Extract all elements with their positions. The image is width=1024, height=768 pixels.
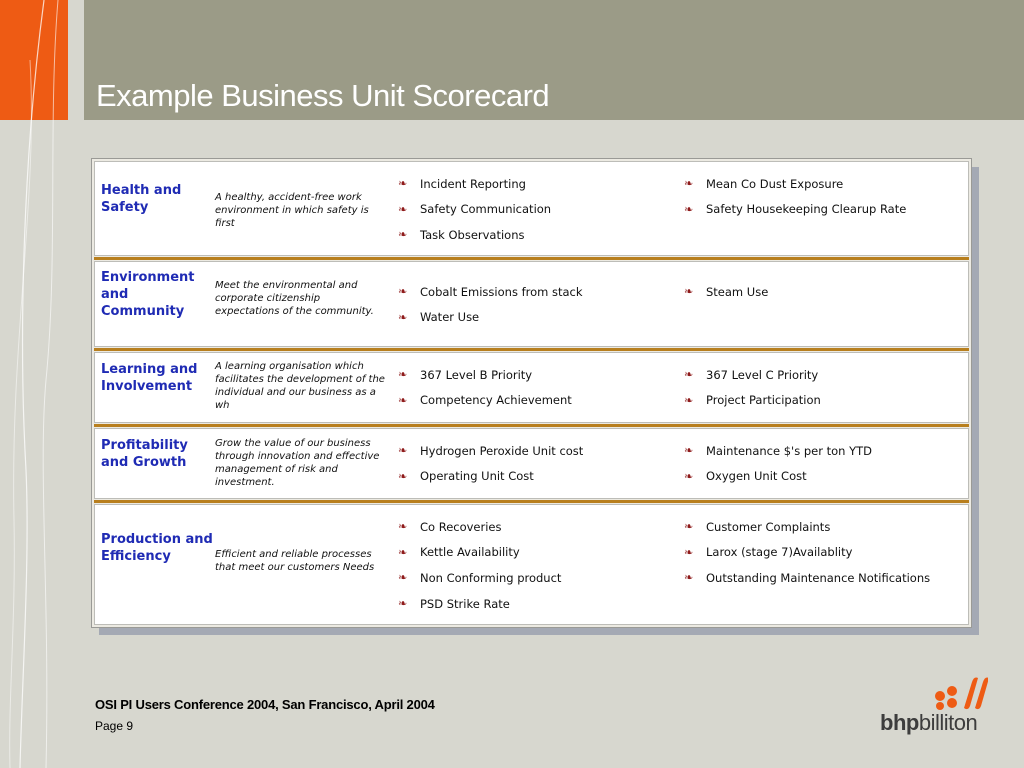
arrow-bullet-icon: ❧ (684, 393, 694, 407)
kpi-item: ❧ 367 Level C Priority (684, 367, 819, 382)
arrow-bullet-icon: ❧ (398, 177, 408, 191)
kpi-item: ❧ Larox (stage 7)Availablity (684, 545, 853, 560)
scorecard-table (91, 158, 972, 628)
row-description: Meet the environmental and corporate citizenship expectations of the community. (215, 280, 374, 317)
arrow-bullet-icon: ❧ (398, 545, 408, 559)
kpi-item: ❧ Safety Communication (398, 202, 552, 217)
kpi-column-right (684, 438, 872, 489)
kpi-column-right (684, 279, 768, 305)
kpi-item: ❧ Co Recoveries (398, 519, 502, 534)
row-separator (94, 348, 969, 351)
arrow-bullet-icon: ❧ (398, 228, 408, 242)
kpi-item: ❧ PSD Strike Rate (398, 596, 510, 611)
arrow-bullet-icon: ❧ (684, 177, 694, 191)
kpi-item: ❧ Maintenance $'s per ton YTD (684, 443, 872, 458)
kpi-column-left (398, 438, 583, 489)
bhp-logo-mark-icon (934, 674, 988, 710)
kpi-item: ❧ Competency Achievement (398, 393, 572, 408)
scorecard-row-profitability-growth (94, 428, 969, 499)
row-description: A healthy, accident-free work environment in which safety is first (215, 192, 369, 229)
row-category: Learning and Involvement (101, 362, 198, 394)
arrow-bullet-icon: ❧ (398, 520, 408, 534)
bhp-billiton-logo: bhpbilliton (880, 710, 978, 735)
kpi-item: ❧ Incident Reporting (398, 176, 526, 191)
footer-page-number: Page 9 (95, 719, 134, 733)
arrow-bullet-icon: ❧ (398, 285, 408, 299)
row-separator (94, 257, 969, 260)
kpi-column-left (398, 279, 583, 330)
kpi-item: ❧ Project Participation (684, 393, 821, 408)
row-description: Grow the value of our business through innovation and effective management of risk and investment. (215, 438, 380, 488)
slide-title: Example Business Unit Scorecard (96, 78, 550, 113)
arrow-bullet-icon: ❧ (398, 202, 408, 216)
arrow-bullet-icon: ❧ (684, 520, 694, 534)
kpi-item: ❧ Steam Use (684, 284, 769, 299)
arrow-bullet-icon: ❧ (398, 368, 408, 382)
arrow-bullet-icon: ❧ (684, 545, 694, 559)
arrow-bullet-icon: ❧ (684, 368, 694, 382)
kpi-column-left (398, 362, 572, 413)
kpi-item: ❧ Kettle Availability (398, 545, 520, 560)
kpi-item: ❧ Water Use (398, 310, 480, 325)
kpi-item: ❧ Non Conforming product (398, 570, 562, 585)
kpi-column-left (398, 171, 551, 248)
kpi-item: ❧ Customer Complaints (684, 519, 831, 534)
arrow-bullet-icon: ❧ (684, 469, 694, 483)
decorative-lines (0, 0, 84, 768)
arrow-bullet-icon: ❧ (684, 571, 694, 585)
row-description: Efficient and reliable processes that meet our customers Needs (215, 549, 375, 573)
kpi-item: ❧ Oxygen Unit Cost (684, 469, 807, 484)
kpi-item: ❧ Task Observations (398, 227, 525, 242)
row-category: Production and Efficiency (101, 532, 213, 564)
scorecard-row-environment-community (94, 261, 969, 347)
kpi-item: ❧ Safety Housekeeping Clearup Rate (684, 202, 907, 217)
kpi-item: ❧ 367 Level B Priority (398, 367, 533, 382)
kpi-item: ❧ Operating Unit Cost (398, 469, 534, 484)
arrow-bullet-icon: ❧ (398, 444, 408, 458)
arrow-bullet-icon: ❧ (398, 469, 408, 483)
arrow-bullet-icon: ❧ (398, 571, 408, 585)
row-category: Profitability and Growth (101, 438, 188, 470)
kpi-item: ❧ Mean Co Dust Exposure (684, 176, 844, 191)
scorecard-row-production-efficiency (94, 504, 969, 625)
scorecard-row-learning-involvement (94, 352, 969, 423)
arrow-bullet-icon: ❧ (398, 597, 408, 611)
row-separator (94, 500, 969, 503)
kpi-column-right (684, 362, 821, 413)
arrow-bullet-icon: ❧ (684, 444, 694, 458)
kpi-column-right (684, 514, 930, 591)
row-separator (94, 424, 969, 427)
arrow-bullet-icon: ❧ (684, 202, 694, 216)
row-category: Environment and Community (101, 270, 195, 319)
kpi-item: ❧ Outstanding Maintenance Notifications (684, 570, 931, 585)
kpi-column-left (398, 514, 561, 616)
scorecard-row-health-safety (94, 161, 969, 256)
arrow-bullet-icon: ❧ (684, 285, 694, 299)
kpi-column-right (684, 171, 906, 222)
kpi-item: ❧ Cobalt Emissions from stack (398, 284, 583, 299)
row-category: Health and Safety (101, 183, 182, 215)
footer-conference: OSI PI Users Conference 2004, San Francisco, April 2004 (95, 697, 435, 712)
arrow-bullet-icon: ❧ (398, 310, 408, 324)
row-description: A learning organisation which facilitates the development of the individual and our business as a wh (215, 361, 385, 411)
arrow-bullet-icon: ❧ (398, 393, 408, 407)
kpi-item: ❧ Hydrogen Peroxide Unit cost (398, 443, 584, 458)
